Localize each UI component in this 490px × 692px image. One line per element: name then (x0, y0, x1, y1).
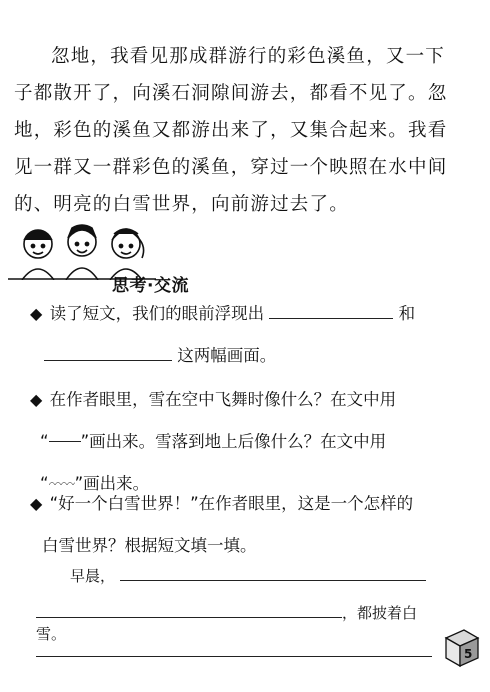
passage-paragraph: 忽地，我看见那成群游行的彩色溪鱼，又一下子都散开了，向溪石洞隙间游去，都看不见了。忽地，彩色的溪鱼又都游出来了，又集合起来。我看见一群又一群彩色的溪鱼，穿过一个映照在水中间的、明亮的白雪世界，向前游过去了。 (14, 46, 448, 215)
q2-text-line2: ”画出来。雪落到地上后像什么？在文中用 (80, 432, 387, 451)
question-3 (30, 483, 460, 567)
q2-open-quote-2: “ (40, 474, 49, 493)
diamond-bullet-icon: ◆ (30, 390, 43, 409)
fill-third-row (36, 636, 446, 661)
page-number-cube-icon (438, 624, 484, 670)
q1-blank-1[interactable] (269, 298, 393, 319)
straight-line-marker (49, 441, 81, 442)
fill-morning-blank[interactable] (120, 560, 426, 581)
q1-blank-2[interactable] (44, 340, 172, 361)
q1-text-part1: 读了短文，我们的眼前浮现出 (49, 304, 265, 323)
question-1 (30, 293, 460, 377)
diamond-bullet-icon: ◆ (30, 494, 43, 513)
page-number: 5 (464, 647, 473, 661)
q1-text-part2: 这两幅画面。 (177, 346, 277, 365)
fill-snow-end: ，都披着白雪。 (36, 604, 418, 643)
section-heading: 思考·交流 (112, 276, 189, 296)
passage (14, 38, 454, 223)
diamond-bullet-icon: ◆ (30, 304, 43, 323)
q2-text-line1: 在作者眼里，雪在空中飞舞时像什么？在文中用 (49, 390, 397, 409)
q3-text-line1: “好一个白雪世界！”在作者眼里，这是一个怎样的 (49, 494, 414, 513)
q1-and: 和 (398, 304, 416, 323)
q2-open-quote-1: “ (40, 432, 49, 451)
q2-text-line3: ”画出来。 (74, 474, 150, 493)
fill-snow-blank[interactable] (36, 597, 342, 618)
q3-text-line2: 白雪世界？根据短文填一填。 (42, 536, 257, 555)
fill-morning-row (36, 560, 446, 586)
fill-morning-label: 早晨， (70, 567, 116, 585)
fill-third-blank[interactable] (36, 636, 432, 657)
